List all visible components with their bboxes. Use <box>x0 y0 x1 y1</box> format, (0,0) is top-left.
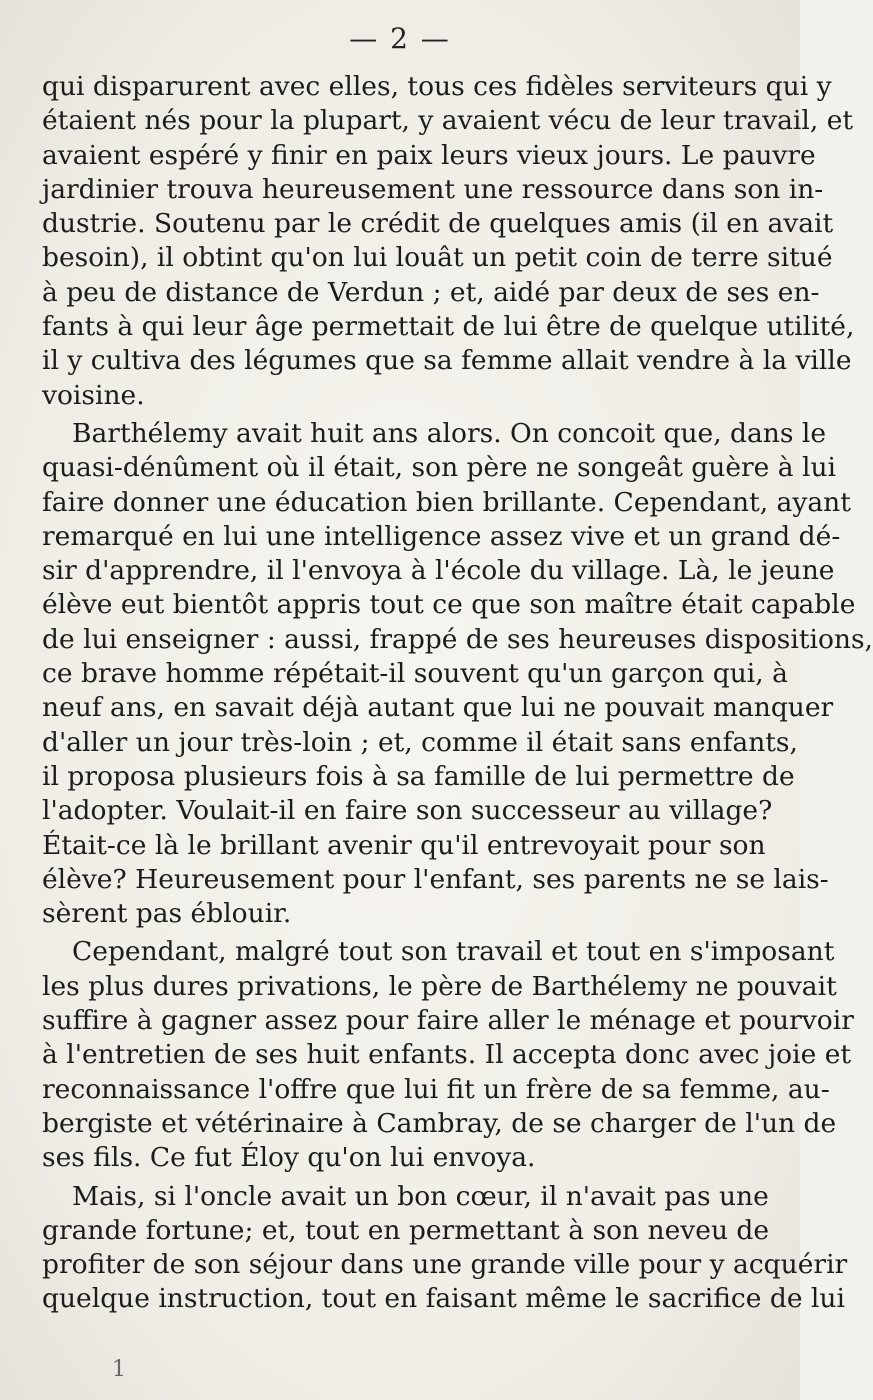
text-line: à peu de distance de Verdun ; et, aidé par deux de ses en- <box>42 276 820 308</box>
text-line: besoin), il obtint qu'on lui louât un petit coin de terre situé <box>42 242 833 274</box>
paragraph-2 <box>42 417 873 931</box>
text-line: il y cultiva des légumes que sa femme allait vendre à la ville <box>42 345 852 377</box>
text-line: remarqué en lui une intelligence assez vive et un grand dé- <box>42 520 841 552</box>
paragraph-4 <box>42 1180 848 1317</box>
text-line: fants à qui leur âge permettait de lui être de quelque utilité, <box>42 311 855 343</box>
paragraph-1 <box>42 70 855 413</box>
text-line: ses fils. Ce fut Éloy qu'on lui envoya. <box>42 1142 536 1174</box>
text-line: dustrie. Soutenu par le crédit de quelques amis (il en avait <box>42 208 834 240</box>
text-line: profiter de son séjour dans une grande ville pour y acquérir <box>42 1249 848 1281</box>
text-line: faire donner une éducation bien brillante. Cependant, ayant <box>42 486 851 518</box>
text-line: Barthélemy avait huit ans alors. On concoit que, dans le <box>72 417 827 449</box>
text-line: reconnaissance l'offre que lui fit un frère de sa femme, au- <box>42 1073 830 1105</box>
text-line: qui disparurent avec elles, tous ces fidèles serviteurs qui y <box>42 71 832 102</box>
text-line: les plus dures privations, le père de Barthélemy ne pouvait <box>42 970 837 1002</box>
body-text <box>42 70 873 1317</box>
text-line: il proposa plusieurs fois à sa famille de lui permettre de <box>42 760 795 792</box>
text-line: voisine. <box>42 379 145 411</box>
text-line: quasi-dénûment où il était, son père ne songeât guère à lui <box>42 452 837 484</box>
text-line: d'aller un jour très-loin ; et, comme il était sans enfants, <box>42 726 798 758</box>
text-line: élève eut bientôt appris tout ce que son maître était capable <box>42 589 856 621</box>
text-line: l'adopter. Voulait-il en faire son successeur au village? <box>42 795 773 827</box>
text-line: grande fortune; et, tout en permettant à son neveu de <box>42 1214 770 1246</box>
text-line: de lui enseigner : aussi, frappé de ses heureuses dispositions, <box>42 623 873 655</box>
text-line: quelque instruction, tout en faisant même le sacrifice de lui <box>42 1283 845 1315</box>
text-line: jardinier trouva heureusement une ressource dans son in- <box>42 173 824 205</box>
text-line: étaient nés pour la plupart, y avaient vécu de leur travail, et <box>42 105 854 137</box>
footer-signature-mark: 1 <box>112 1357 126 1382</box>
text-line: avaient espéré y finir en paix leurs vieux jours. Le pauvre <box>42 139 816 171</box>
text-line: sir d'apprendre, il l'envoya à l'école du village. Là, le jeune <box>42 555 835 587</box>
text-line: Était-ce là le brillant avenir qu'il entrevoyait pour son <box>42 829 766 861</box>
text-line: suffire à gagner assez pour faire aller le ménage et pourvoir <box>42 1005 854 1037</box>
text-line: ce brave homme répétait-il souvent qu'un garçon qui, à <box>42 658 788 690</box>
text-line: bergiste et vétérinaire à Cambray, de se charger de l'un de <box>42 1107 837 1139</box>
text-line: sèrent pas éblouir. <box>42 898 292 930</box>
page-number: — 2 — <box>349 22 451 55</box>
text-line: à l'entretien de ses huit enfants. Il accepta donc avec joie et <box>42 1039 852 1071</box>
text-line: Mais, si l'oncle avait un bon cœur, il n'avait pas une <box>72 1180 769 1212</box>
text-line: Cependant, malgré tout son travail et tout en s'imposant <box>72 936 835 968</box>
text-line: élève? Heureusement pour l'enfant, ses parents ne se lais- <box>42 863 829 895</box>
text-line: neuf ans, en savait déjà autant que lui ne pouvait manquer <box>42 692 834 724</box>
paragraph-3 <box>42 935 854 1175</box>
